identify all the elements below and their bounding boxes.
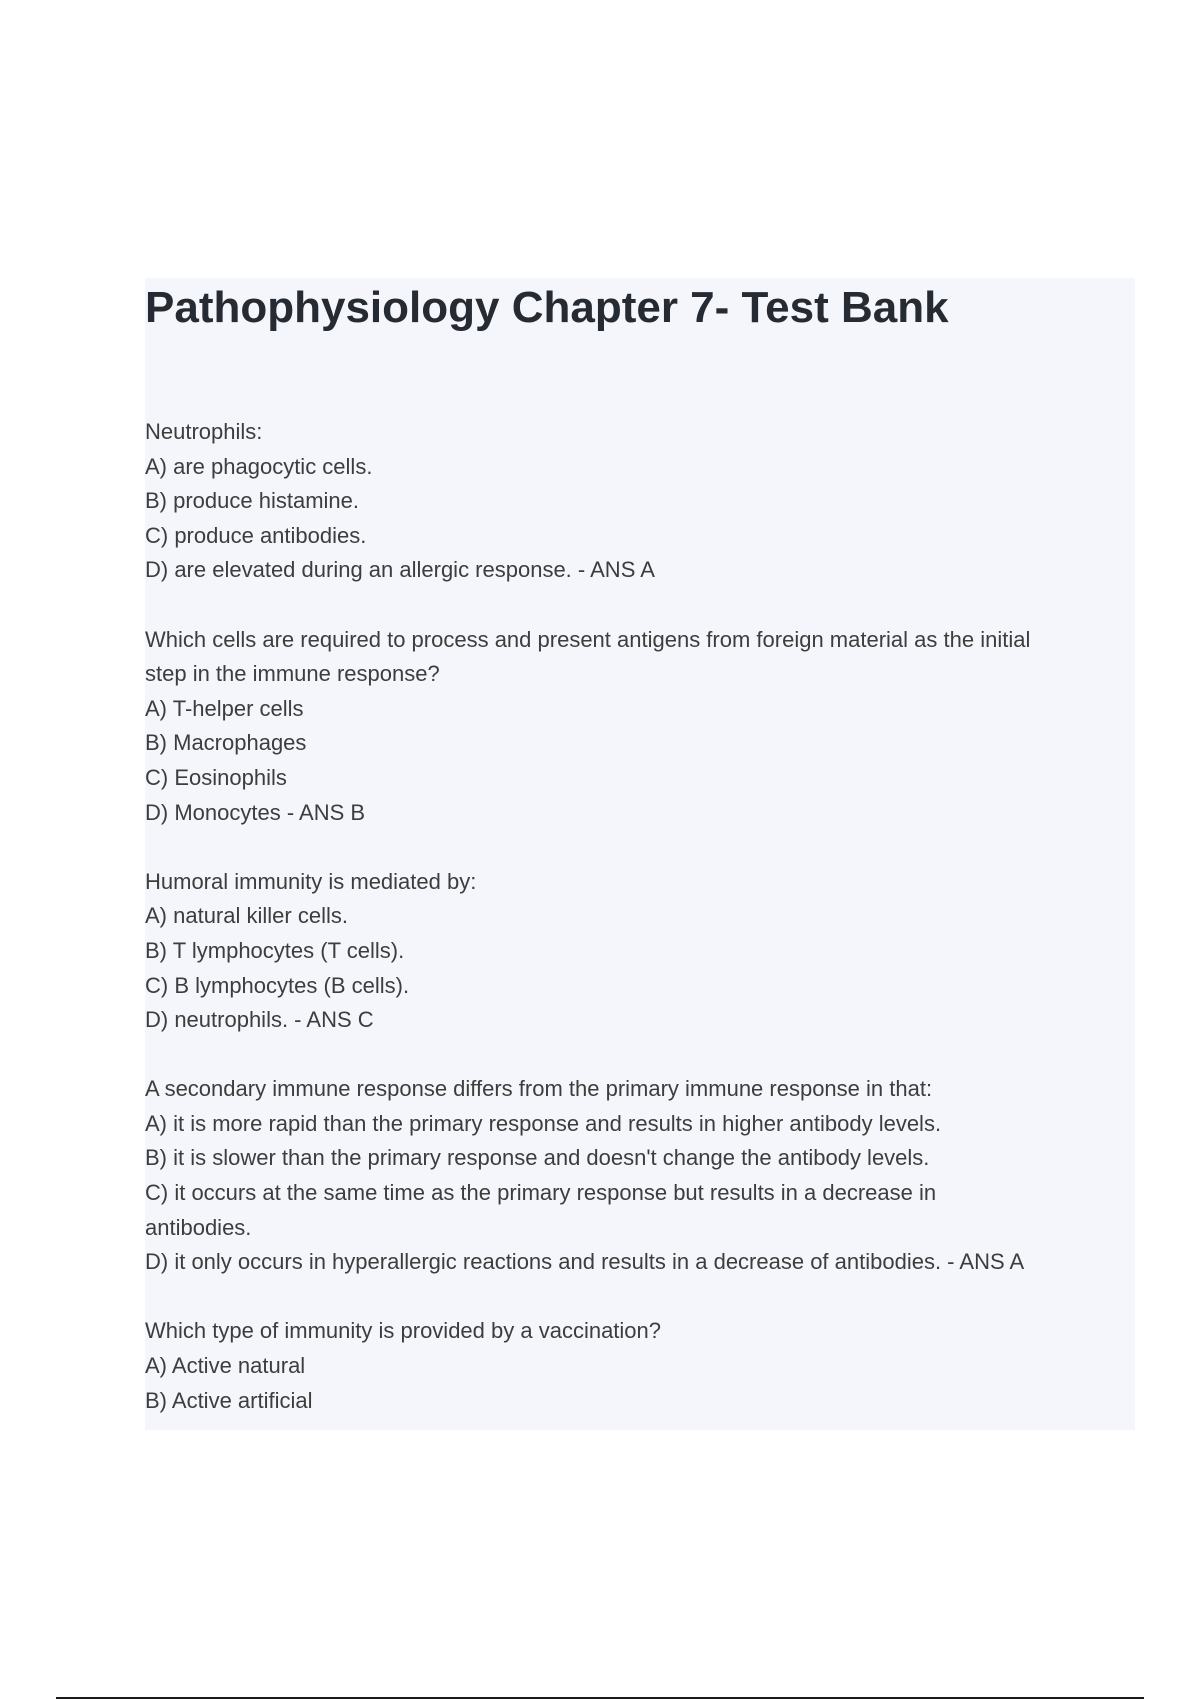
question-1 (145, 415, 1135, 588)
answer-option: D) neutrophils. - ANS C (145, 1007, 374, 1033)
question-2 (145, 623, 1135, 831)
answer-option: antibodies. (145, 1214, 252, 1240)
answer-option: C) produce antibodies. (145, 522, 367, 548)
answer-option: D) it only occurs in hyperallergic reactions and results in a decrease of antibodies. - ANS A (145, 1249, 1025, 1275)
question-stem: A secondary immune response differs from the primary immune response in that: (145, 1076, 933, 1102)
question-stem: Neutrophils: (145, 419, 263, 444)
answer-option: D) are elevated during an allergic response. - ANS A (145, 557, 655, 583)
footer-divider (56, 1697, 1144, 1699)
question-4 (145, 1072, 1135, 1280)
answer-option: C) it occurs at the same time as the primary response but results in a decrease in (145, 1180, 937, 1206)
question-stem: step in the immune response? (145, 661, 440, 687)
answer-option: D) Monocytes - ANS B (145, 799, 366, 825)
page-title: Pathophysiology Chapter 7- Test Bank (145, 283, 949, 332)
question-stem: Which cells are required to process and present antigens from foreign material as the initial (145, 626, 1031, 652)
answer-option: B) T lymphocytes (T cells). (145, 937, 405, 963)
question-stem: Humoral immunity is mediated by: (145, 868, 477, 894)
answer-option: A) it is more rapid than the primary response and results in higher antibody levels. (145, 1110, 942, 1136)
answer-option: A) are phagocytic cells. (145, 453, 373, 479)
answer-option: B) produce histamine. (145, 488, 359, 514)
question-stem: Which type of immunity is provided by a vaccination? (145, 1318, 662, 1344)
answer-option: C) Eosinophils (145, 764, 287, 790)
answer-option: A) Active natural (145, 1353, 306, 1379)
question-5 (145, 1314, 1135, 1418)
answer-option: B) Macrophages (145, 730, 307, 756)
question-list (145, 415, 1135, 1453)
answer-option: A) T-helper cells (145, 695, 304, 721)
answer-option: A) natural killer cells. (145, 903, 348, 929)
answer-option: B) it is slower than the primary response and doesn't change the antibody levels. (145, 1145, 930, 1171)
answer-option: C) B lymphocytes (B cells). (145, 972, 410, 998)
question-3 (145, 865, 1135, 1038)
answer-option: B) Active artificial (145, 1387, 313, 1413)
